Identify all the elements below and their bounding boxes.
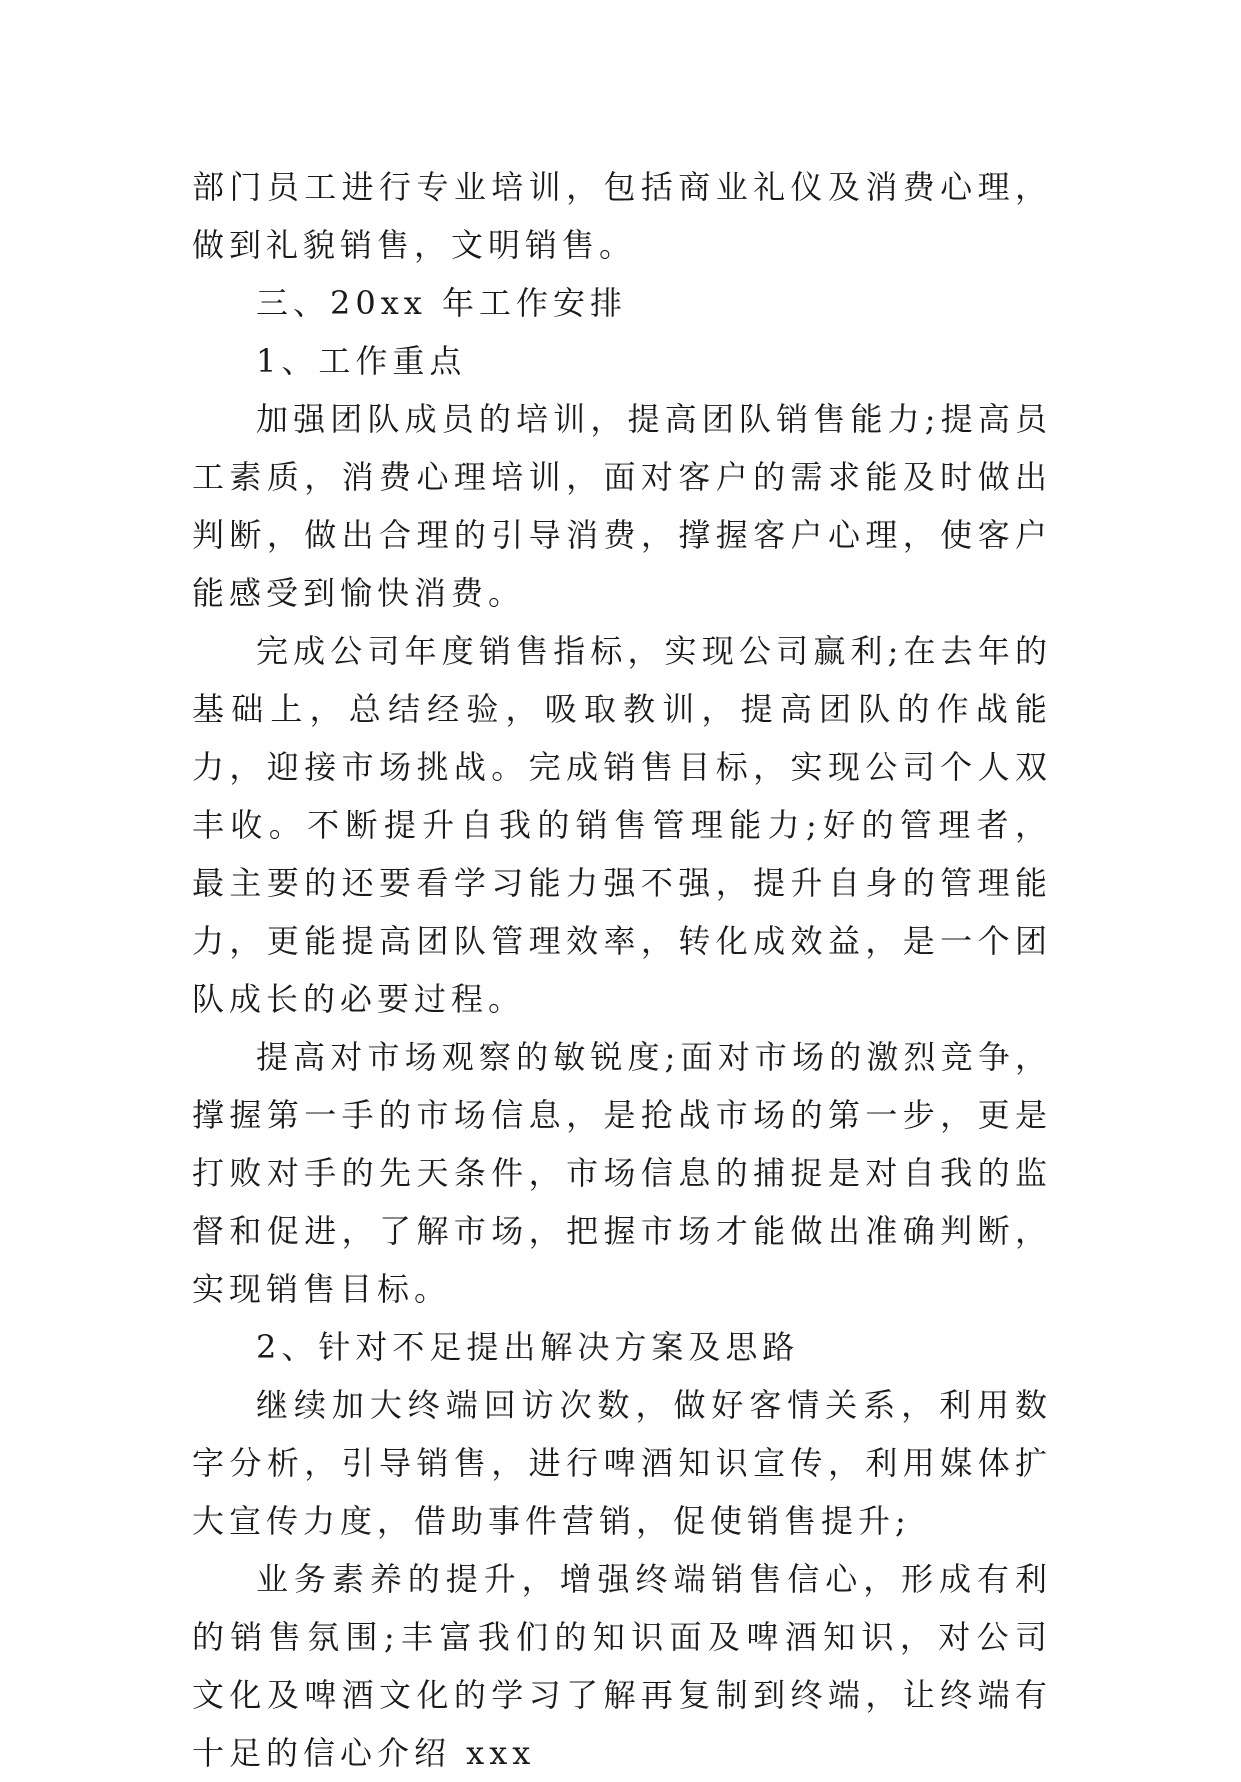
subheading-solutions: 2、针对不足提出解决方案及思路: [256, 1328, 800, 1366]
section-heading-3: 三、20xx 年工作安排: [256, 284, 627, 322]
subheading-work-focus: 1、工作重点: [256, 342, 467, 380]
paragraph-sales-targets: 完成公司年度销售指标，实现公司赢利;在去年的基础上，总结经验，吸取教训，提高团队的作战能力，迎接市场挑战。完成销售目标，实现公司个人双丰收。不断提升自我的销售管理能力;好的管理者，最主要的还要看学习能力强不强，提升自身的管理能力，更能提高团队管理效率，转化成效益，是一个团队成长的必要过程。: [192, 632, 1052, 1018]
paragraph-terminal-visits: 继续加大终端回访次数，做好客情关系，利用数字分析，引导销售，进行啤酒知识宣传，利用媒体扩大宣传力度，借助事件营销，促使销售提升;: [192, 1386, 1052, 1540]
paragraph-market-insight: 提高对市场观察的敏锐度;面对市场的激烈竞争，撑握第一手的市场信息，是抢战市场的第一步，更是打败对手的先天条件，市场信息的捕捉是对自我的监督和促进，了解市场，把握市场才能做出准确判断，实现销售目标。: [192, 1038, 1052, 1308]
paragraph-business-literacy: 业务素养的提升，增强终端销售信心，形成有利的销售氛围;丰富我们的知识面及啤酒知识，对公司文化及啤酒文化的学习了解再复制到终端，让终端有十足的信心介绍 xxx: [192, 1560, 1052, 1772]
paragraph-team-training: 加强团队成员的培训，提高团队销售能力;提高员工素质，消费心理培训，面对客户的需求能及时做出判断，做出合理的引导消费，撑握客户心理，使客户能感受到愉快消费。: [192, 400, 1052, 612]
paragraph-continuation: 部门员工进行专业培训，包括商业礼仪及消费心理，做到礼貌销售，文明销售。: [192, 168, 1052, 264]
document-body: [192, 158, 1052, 1782]
